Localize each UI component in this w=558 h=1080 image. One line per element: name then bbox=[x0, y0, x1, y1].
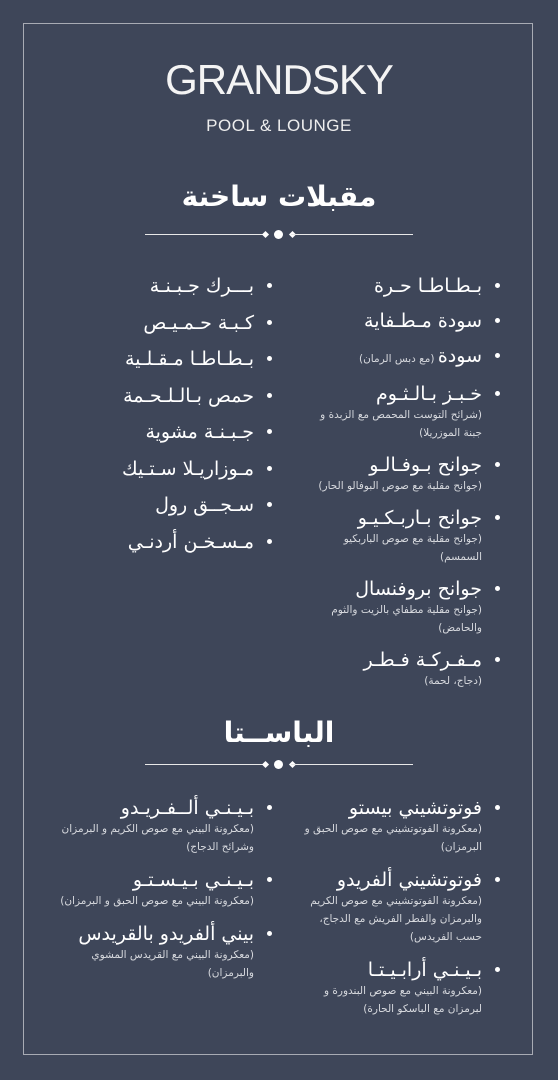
menu-item-description: (معكرونة البيني مع صوص البندورة و لبرمزان مع الباسكو الحارة) bbox=[324, 985, 482, 1015]
bullet-icon bbox=[495, 462, 500, 467]
menu-item bbox=[300, 868, 500, 946]
menu-item-name: كـبـة حـمـيـص bbox=[143, 311, 254, 334]
menu-item-name: بـطـاطـا حـرة bbox=[373, 275, 482, 297]
bullet-icon bbox=[495, 283, 500, 288]
menu-item bbox=[300, 309, 500, 333]
menu-item-name: مـفـركـة فـطـر bbox=[363, 649, 482, 671]
menu-item bbox=[300, 958, 500, 1018]
bullet-icon bbox=[267, 466, 272, 471]
menu-item bbox=[300, 648, 500, 690]
menu-item-description: (معكرونة الفوتوتشيني مع صوص الكريم والبرمزان والفطر الفريش مع الدجاج، حسب الفريدس) bbox=[310, 895, 482, 943]
menu-item-name: بـيـنـي أرابـيـتـا bbox=[367, 959, 482, 981]
bullet-icon bbox=[495, 586, 500, 591]
bullet-icon bbox=[267, 356, 272, 361]
bullet-icon bbox=[267, 393, 272, 398]
bullet-icon bbox=[495, 353, 500, 358]
bullet-icon bbox=[267, 502, 272, 507]
menu-item-description: (معكرونة البيني مع القريدس المشوي والبرمزان) bbox=[91, 949, 254, 979]
pasta-right-column bbox=[300, 796, 500, 1030]
menu-item bbox=[60, 274, 272, 298]
section-divider bbox=[145, 229, 413, 241]
brand-logo: GRANDSKY bbox=[165, 56, 393, 103]
menu-item bbox=[300, 344, 500, 371]
menu-item-name: بـطـاطـا مـقـلـية bbox=[124, 348, 254, 370]
bullet-icon bbox=[495, 515, 500, 520]
menu-item bbox=[60, 311, 272, 335]
hot-appetizers-right-column bbox=[300, 274, 500, 701]
menu-item-name: فوتوتشيني ألفريدو bbox=[336, 869, 482, 891]
section-divider bbox=[145, 759, 413, 771]
menu-item bbox=[300, 382, 500, 442]
bullet-icon bbox=[495, 391, 500, 396]
menu-item-description: (معكرونة البيني مع صوص الكريم و البرمزان وشرائح الدجاج) bbox=[61, 823, 254, 853]
bullet-icon bbox=[495, 657, 500, 662]
menu-item bbox=[300, 274, 500, 298]
menu-item bbox=[60, 384, 272, 408]
menu-item bbox=[60, 530, 272, 554]
menu-item-description: (معكرونة الفوتوتشيني مع صوص الحبق و البرمزان) bbox=[304, 823, 482, 853]
menu-item-name: جـبـنـة مشوية bbox=[145, 421, 254, 443]
menu-item bbox=[300, 577, 500, 637]
menu-item-name: سودة مـطـفاية bbox=[364, 310, 482, 332]
menu-item-description: (معكرونة البيني مع صوص الحبق و البرمزان) bbox=[60, 895, 254, 907]
bullet-icon bbox=[267, 320, 272, 325]
menu-item-name: جوانح بـاربـكـيـو bbox=[357, 507, 482, 529]
menu-item-name: جوانح بـوفـالـو bbox=[369, 454, 482, 476]
section-title-pasta: الباســتا bbox=[223, 716, 335, 749]
menu-item-name: فوتوتشيني بيستو bbox=[348, 797, 482, 819]
section-title-hot-appetizers: مقبلات ساخنة bbox=[181, 180, 377, 213]
menu-item-name: بـيـنـي ألــفـريـدو bbox=[120, 797, 254, 819]
menu-item-name: حمص بـالـلـحـمة bbox=[123, 384, 254, 407]
bullet-icon bbox=[267, 283, 272, 288]
menu-item bbox=[60, 347, 272, 371]
bullet-icon bbox=[495, 805, 500, 810]
menu-item-name: مـوزاريـلا سـتـيك bbox=[122, 457, 254, 480]
menu-item bbox=[60, 457, 272, 481]
menu-item bbox=[60, 420, 272, 444]
bullet-icon bbox=[495, 318, 500, 323]
menu-item-name: بـــرك جـبـنـة bbox=[149, 275, 254, 297]
menu-item-description: (جوانح مقلية مع صوص الباربكيو السمسم) bbox=[343, 533, 482, 563]
menu-item bbox=[300, 506, 500, 566]
hot-appetizers-left-column bbox=[60, 274, 272, 566]
menu-item bbox=[50, 796, 272, 856]
menu-item bbox=[50, 868, 272, 910]
menu-item-description: (جوانح مقلية مطفاي بالزيت والثوم والحامض) bbox=[331, 604, 482, 634]
brand-tagline: POOL & LOUNGE bbox=[206, 116, 352, 135]
bullet-icon bbox=[267, 931, 272, 936]
menu-item bbox=[50, 922, 272, 982]
menu-item-name: سـجــق رول bbox=[155, 494, 254, 516]
menu-item-description: (شرائح التوست المحمص مع الزبدة و جبنة الموزريلا) bbox=[320, 409, 482, 439]
menu-item bbox=[60, 493, 272, 517]
menu-item-name: بـيـنـي بـيـسـتـو bbox=[132, 869, 254, 891]
bullet-icon bbox=[267, 429, 272, 434]
menu-item-description: (جوانح مقلية مع صوص البوفالو الحار) bbox=[318, 480, 482, 492]
menu-item bbox=[300, 453, 500, 495]
menu-item-name: خـبـز بـالـثـوم bbox=[375, 383, 482, 405]
menu-item-note: (مع دبس الرمان) bbox=[358, 353, 438, 365]
bullet-icon bbox=[267, 877, 272, 882]
menu-item-description: (دجاج، لحمة) bbox=[424, 675, 482, 687]
bullet-icon bbox=[495, 877, 500, 882]
bullet-icon bbox=[267, 539, 272, 544]
menu-item-name: جوانح بروفنسال bbox=[355, 578, 482, 600]
menu-item-name: سودة (مع دبس الرمان) bbox=[358, 345, 482, 367]
menu-item bbox=[300, 796, 500, 856]
bullet-icon bbox=[495, 967, 500, 972]
pasta-left-column bbox=[50, 796, 272, 994]
bullet-icon bbox=[267, 805, 272, 810]
menu-item-name: بيني ألفريدو بالقريدس bbox=[78, 923, 254, 945]
menu-item-name: مـسـخـن أردنـي bbox=[127, 530, 254, 553]
